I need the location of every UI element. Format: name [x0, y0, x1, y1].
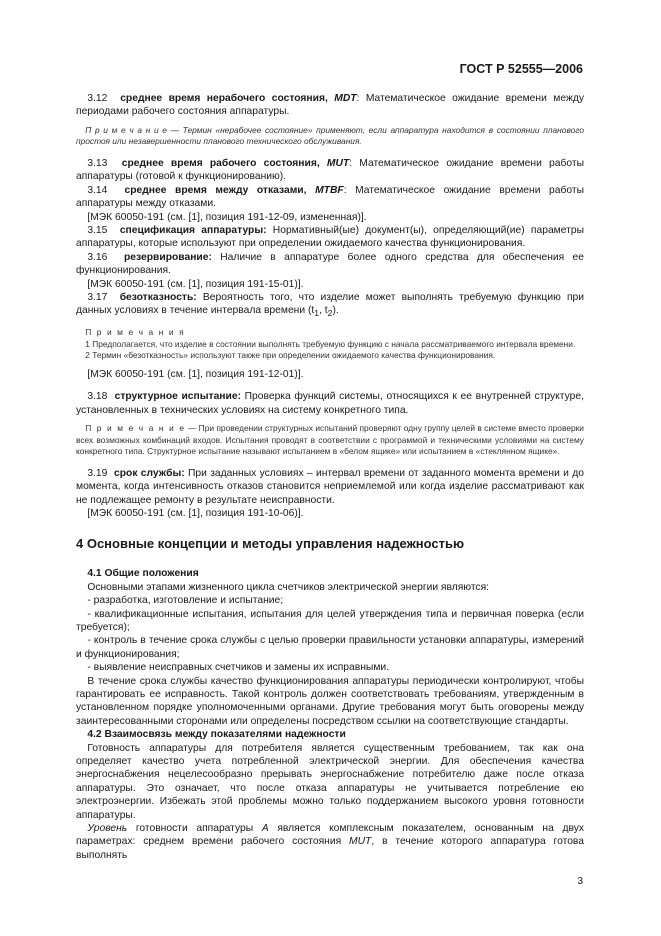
document-header: ГОСТ Р 52555—2006: [459, 62, 583, 76]
term-3-17: 3.17 безотказность: Вероятность того, что изделие может выполнять требуемую функцию при данных условиях в течение интервала времени ($t_1$, $t_2$).: [76, 292, 584, 319]
notes-label-3-17: П р и м е ч а н и я: [85, 326, 186, 337]
note-3-17-2: 2 Термин «безотказность» используют также при определении ожидаемого качества функционирования.: [85, 350, 496, 361]
subsection-4-1-para: В течение срока службы качество функционирования аппаратуры периодически контролируют, чтобы гарантировать ее исправность. Такой контроль должен соответствовать требованиям, утвержденным в установленном порядке уполномоченными органами. Другие требования могут быть оговорены между заинтересованными сторонами или определены посредством ссылки на соответствующие стандарты.: [76, 675, 584, 727]
note-3-17-1: 1 Предполагается, что изделие в состоянии выполнять требуемую функцию с начала рассматриваемого интервала времени.: [85, 338, 576, 349]
note-3-12: П р и м е ч а н и е — Термин «нерабочее состояние» применяют, если аппаратура находится в состоянии планового простоя или незавершенности планового технического обслуживания.: [76, 124, 584, 147]
term-3-12: 3.12 среднее время нерабочего состояния, MDT: Математическое ожидание времени между периодами рабочего состояния аппаратуры.: [76, 93, 584, 118]
subsection-4-1-title: 4.1 Общие положения: [87, 568, 199, 580]
section-4-title: 4 Основные концепции и методы управления надежностью: [76, 536, 465, 552]
ref-3-19: [МЭК 60050-191 (см. [1], позиция 191-10-06)].: [87, 507, 304, 519]
term-3-16: 3.16 резервирование: Наличие в аппаратуре более одного средства для обеспечения ее функционирования.: [76, 251, 584, 277]
ref-3-17: [МЭК 60050-191 (см. [1], позиция 191-12-01)].: [87, 368, 304, 380]
subsection-4-2-title: 4.2 Взаимосвязь между показателями надежности: [87, 729, 346, 741]
term-3-14: 3.14 среднее время между отказами, MTBF: Математическое ожидание времени работы аппаратуры между отказами.: [76, 184, 584, 210]
note-3-18: П р и м е ч а н и е — При проведении структурных испытаний проверяют одну группу целей в системе вместо проверки всех возможных комбинаций входов. Испытания проводят в соответствии с программой и техническими условиями на систему конкретного типа. Структурное испытание называют испытанием в «белом ящике» или испытанием в «стеклянном ящике».: [76, 422, 584, 457]
term-3-13: 3.13 среднее время рабочего состояния, MUT: Математическое ожидание времени работы аппаратуры (готовой к функционированию).: [76, 158, 584, 183]
list-item: - разработка, изготовление и испытание;: [87, 595, 284, 607]
subsection-4-1-intro: Основными этапами жизненного цикла счетчиков электрической энергии являются:: [87, 581, 490, 593]
subsection-4-2-para2: Уровень готовности аппаратуры A является комплексным показателем, основанным на двух параметрах: среднем времени рабочего состояния MUT, в течение которого аппаратура готова выполнять: [76, 823, 584, 861]
page-content: [76, 92, 584, 862]
term-3-15: 3.15 спецификация аппаратуры: Нормативный(ые) документ(ы), определяющий(ие) параметры аппаратуры, которые используют при определении ожидаемого качества функционирования.: [76, 225, 584, 250]
term-3-19: 3.19 срок службы: При заданных условиях – интервал времени от заданного момента времени и до момента, когда интенсивность отказов становится неприемлемой или когда изделие рассматривают как не подлежащее ремонту в результате неисправности.: [76, 467, 584, 506]
list-item: - выявление неисправных счетчиков и замены их исправными.: [87, 662, 390, 674]
ref-3-14: [МЭК 60050-191 (см. [1], позиция 191-12-09, измененная)].: [87, 211, 367, 223]
term-3-18: 3.18 структурное испытание: Проверка функций системы, относящихся к ее внутренней структуре, установленных в технических условиях на систему конкретного типа.: [76, 391, 584, 416]
list-item: - квалификационные испытания, испытания для целей утверждения типа и первичная поверка (если требуется);: [76, 608, 584, 633]
list-item: - контроль в течение срока службы с целью проверки правильности установки аппаратуры, измерений и функционирования;: [76, 635, 584, 660]
page-number: 3: [577, 876, 583, 887]
subsection-4-2-para: Готовность аппаратуры для потребителя является существенным требованием, так как она определяет качество учета потребленной электрической энергии. Для обеспечения качества энергоснабжения нецелесообразно прерывать энергоснабжение потребителю даже после отказа аппаратуры. Это означает, что после отказа аппаратуры не учитывается потребление ею электроэнергии. Избежать этой проблемы можно только поддержанием высокого уровня готовности аппаратуры.: [76, 742, 584, 821]
ref-3-16: [МЭК 60050-191 (см. [1], позиция 191-15-01)].: [87, 278, 304, 290]
